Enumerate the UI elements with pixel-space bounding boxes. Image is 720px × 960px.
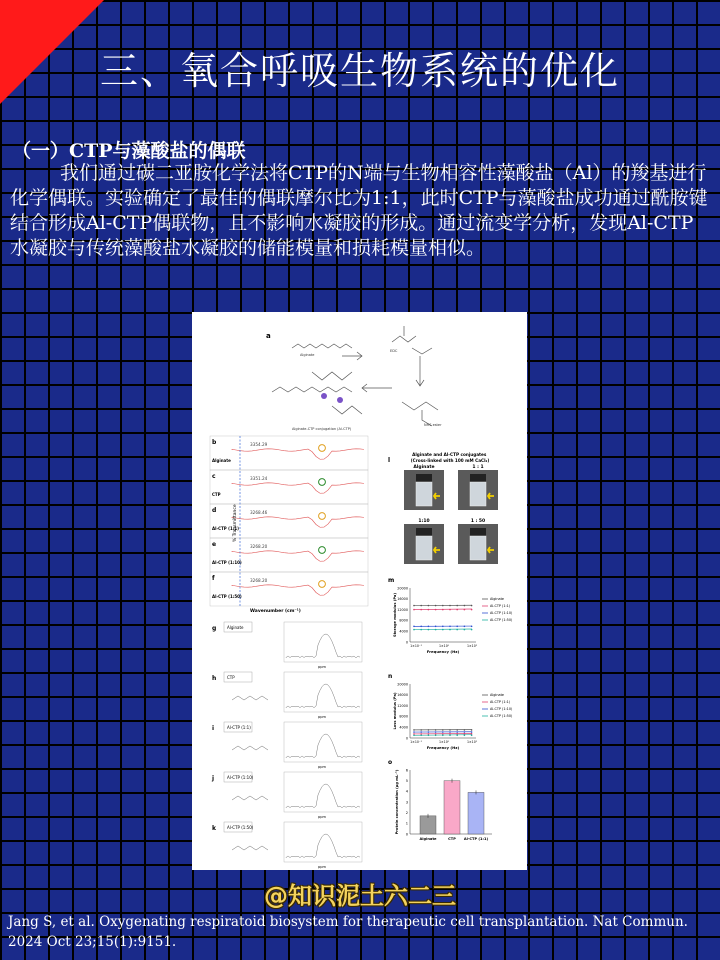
ftir-spectrum [232,517,364,527]
panel-o-letter: o [388,759,393,766]
y-tick-label: 12000 [397,703,408,708]
series-point [428,626,430,628]
vial-label: Alginate [413,465,435,470]
series-point [456,605,458,607]
ftir-peak-marker [319,445,326,452]
series-point [456,609,458,611]
nmr-sample-label: CTP [227,675,235,680]
y-tick-label: 5 [405,778,408,783]
ftir-sample-label: Al-CTP (1:10) [212,560,242,565]
x-tick-label: 1×10¹ [466,644,478,648]
y-tick-label: 4000 [399,629,408,634]
series-point [449,735,451,737]
series-point [449,731,451,733]
series-point [449,626,451,628]
nmr-letter: j [212,775,215,782]
section-paragraph: 我们通过碳二亚胺化学法将CTP的N端与生物相容性藻酸盐（Al）的羧基进行化学偶联。实验确定了最佳的偶联摩尔比为1:1，此时CTP与藻酸盐成功通过酰胺键结合形成Al-CTP偶联物，且不影响水凝胶的形成。通过流变学分析，发现Al-CTP水凝胶与传统藻酸盐水凝胶的储能模量和损耗模量相似。 [10,162,708,259]
bar [468,792,484,834]
ftir-peak-marker [319,479,326,486]
nmr-xlabel: ppm [318,715,327,719]
series-point [420,735,422,737]
y-tick-label: 2 [405,810,408,815]
nmr-letter: k [212,825,216,832]
vial-label: 1:10 [418,519,430,524]
nmr-letter: i [212,725,215,732]
series-point [442,605,444,607]
series-point [420,605,422,607]
legend-entry: Alginate [490,597,504,601]
y-tick-label: 20000 [397,682,408,687]
series-point [456,629,458,631]
legend-entry: Al-CTP (1:50) [490,714,513,718]
x-tick-label: 1×10¹ [466,740,478,744]
series-point [464,626,466,628]
x-tick-label: 1×10⁰ [438,644,450,648]
series-point [420,626,422,628]
series-point [428,731,430,733]
scheme-highlight-dots [321,393,343,403]
series-point [420,609,422,611]
series-point [442,729,444,731]
vial-body [470,536,486,560]
series-point [471,609,473,611]
y-tick-label: 20000 [397,586,408,591]
nmr-spectrum [286,634,360,658]
vial-body [416,482,432,506]
y-axis-label: Loss modulus (Pa) [393,692,397,730]
nmr-structure [232,746,268,750]
legend-entry: Al-CTP (1:10) [490,707,513,711]
series-point [435,609,437,611]
series-point [428,729,430,731]
nmr-letter: h [212,675,217,682]
nmr-spectrum [286,834,360,858]
series-point [442,626,444,628]
y-tick-label: 16000 [397,693,408,698]
bar-category-label: CTP [448,837,456,841]
series-point [471,605,473,607]
ftir-spectrum [232,449,364,459]
series-point [428,735,430,737]
series-point [435,735,437,737]
vial-body [416,536,432,560]
series-point [420,731,422,733]
series-point [435,731,437,733]
panel-l-letter: l [388,457,391,464]
nmr-xlabel: ppm [318,765,327,769]
bar [420,816,436,834]
nmr-sample-label: Al-CTP (1:50) [227,825,254,830]
nmr-spectrum [286,734,360,758]
legend-entry: Al-CTP (1:1) [490,700,511,704]
scheme-label-conjugation: Alginate-CTP conjugation (Al-CTP) [292,427,352,431]
series-point [464,605,466,607]
y-tick-label: 12000 [397,607,408,612]
protein-concentration-chart [395,768,492,841]
series-point [464,729,466,731]
series-point [442,731,444,733]
x-tick-label: 1×10⁻¹ [410,740,422,744]
series-point [456,626,458,628]
ftir-spectrum [232,551,364,561]
y-tick-label: 0 [405,832,408,837]
ftir-letter: f [212,575,215,582]
citation: Jang S, et al. Oxygenating respiratoid biosystem for therapeutic cell transplantation. Nat Commun. 2024 Oct 23;15(1):9151. [8,914,688,950]
ftir-letter: e [212,541,217,548]
series-point [456,729,458,731]
nmr-xlabel: ppm [318,665,327,669]
y-tick-label: 8000 [399,618,408,623]
series-point [428,629,430,631]
ftir-peak-marker [319,581,326,588]
series-point [413,609,415,611]
y-axis-label: Protein concentration (μg mL⁻¹) [395,769,399,835]
vial-photos [404,464,498,564]
y-tick-label: 4000 [399,725,408,730]
watermark: @知识泥土六二三 [264,882,456,910]
series-point [456,731,458,733]
y-tick-label: 8000 [399,714,408,719]
storage-modulus-chart [393,586,513,654]
series-point [413,729,415,731]
series-point [428,609,430,611]
y-tick-label: 6 [405,768,408,773]
ftir-peak-label: 3268.20 [250,544,268,549]
ftir-spectrum [232,585,364,595]
series-point [471,731,473,733]
legend-entry: Al-CTP (1:1) [490,604,511,608]
bar [444,781,460,834]
series-point [428,605,430,607]
series-point [442,609,444,611]
ftir-sample-label: Al-CTP (1:1) [212,526,239,531]
legend-entry: Al-CTP (1:10) [490,611,513,615]
scheme-label-alginate: Alginate [300,353,315,357]
series-point [471,735,473,737]
series-point [435,626,437,628]
series-point [464,735,466,737]
y-tick-label: 16000 [397,597,408,602]
x-axis-label: Frequency (Hz) [426,745,460,750]
nmr-spectrum [286,684,360,708]
ftir-peak-label: 3354.29 [250,442,268,447]
ftir-frame [210,436,368,470]
y-tick-label: 4 [405,789,408,794]
vial-label: 1 : 50 [470,519,486,524]
ftir-sample-label: CTP [212,492,221,497]
series-point [471,729,473,731]
ftir-letter: c [212,473,216,480]
panel-n-letter: n [388,673,393,680]
nmr-panels [211,622,362,869]
series-point [413,629,415,631]
series-point [435,729,437,731]
nmr-sample-label: Alginate [227,625,244,630]
series-point [456,735,458,737]
y-tick-label: 0 [405,640,408,645]
series-point [449,605,451,607]
ftir-sample-label: Alginate [212,458,231,463]
nmr-structure [232,846,268,850]
y-tick-label: 0 [405,736,408,741]
nmr-plot-frame [284,722,362,762]
y-axis-label: Storage modulus (Pa) [393,592,397,638]
ftir-peak-label: 3268.20 [250,578,268,583]
ftir-peak-marker [319,513,326,520]
series-point [435,605,437,607]
ftir-peak-label: 3268.46 [250,510,268,515]
series-point [420,729,422,731]
x-tick-label: 1×10⁰ [438,740,450,744]
section-heading: （一）CTP与藻酸盐的偶联 [12,140,246,162]
scheme-label-nhs: NHS ester [424,423,442,427]
ftir-frame [210,470,368,504]
series-point [449,729,451,731]
scheme-label-edc: EDC [390,349,398,353]
series-point [464,609,466,611]
series-point [413,735,415,737]
panel-a-letter: a [266,332,271,340]
ftir-letter: d [212,507,217,514]
bar-category-label: Al-CTP (1:1) [463,837,489,841]
nmr-letter: g [212,625,217,632]
nmr-plot-frame [284,622,362,662]
ftir-peak-label: 3351.24 [250,476,268,481]
legend-entry: Al-CTP (1:50) [490,618,513,622]
nmr-xlabel: ppm [318,815,327,819]
nmr-structure [232,696,268,700]
nmr-xlabel: ppm [318,865,327,869]
vial-cap [416,474,432,482]
vial-body [470,482,486,506]
bar-category-label: Alginate [419,837,437,841]
ftir-ylabel: % Transmittance [233,504,238,542]
nmr-plot-frame [284,672,362,712]
ftir-xlabel: Wavenumber (cm⁻¹) [250,609,301,614]
series-point [464,731,466,733]
y-tick-label: 3 [405,800,408,805]
reaction-scheme [272,326,438,426]
y-tick-label: 1 [405,821,408,826]
series-point [464,629,466,631]
panel-l-title: Alginate and Al-CTP conjugates (Cross-linked with 100 mM CaCl₂) [410,452,490,463]
series-point [471,626,473,628]
vial-label: 1 : 1 [472,465,484,470]
series-point [442,735,444,737]
slide-title: 三、氧合呼吸生物系统的优化 [99,49,620,93]
series-point [413,605,415,607]
series-point [442,629,444,631]
nmr-sample-label: Al-CTP (1:10) [227,775,254,780]
series-point [413,626,415,628]
ftir-frame [210,572,368,606]
series-point [449,629,451,631]
nmr-plot-frame [284,772,362,812]
series-point [449,609,451,611]
vial-cap [416,528,432,536]
research-figure [192,312,527,870]
x-axis-label: Frequency (Hz) [426,649,460,654]
ftir-spectrum [232,483,364,493]
ftir-letter: b [212,439,217,446]
ftir-frame [210,538,368,572]
x-tick-label: 1×10⁻¹ [410,644,422,648]
nmr-sample-label: Al-CTP (1:1) [227,725,251,730]
loss-modulus-chart [393,682,513,750]
nmr-structure [232,796,268,800]
nmr-plot-frame [284,822,362,862]
series-point [413,731,415,733]
ftir-sample-label: Al-CTP (1:50) [212,594,242,599]
series-point [471,629,473,631]
series-point [420,629,422,631]
ftir-peak-marker [319,547,326,554]
series-point [435,629,437,631]
legend-entry: Alginate [490,693,504,697]
vial-cap [470,528,486,536]
panel-m-letter: m [388,577,395,584]
vial-cap [470,474,486,482]
nmr-spectrum [286,784,360,808]
